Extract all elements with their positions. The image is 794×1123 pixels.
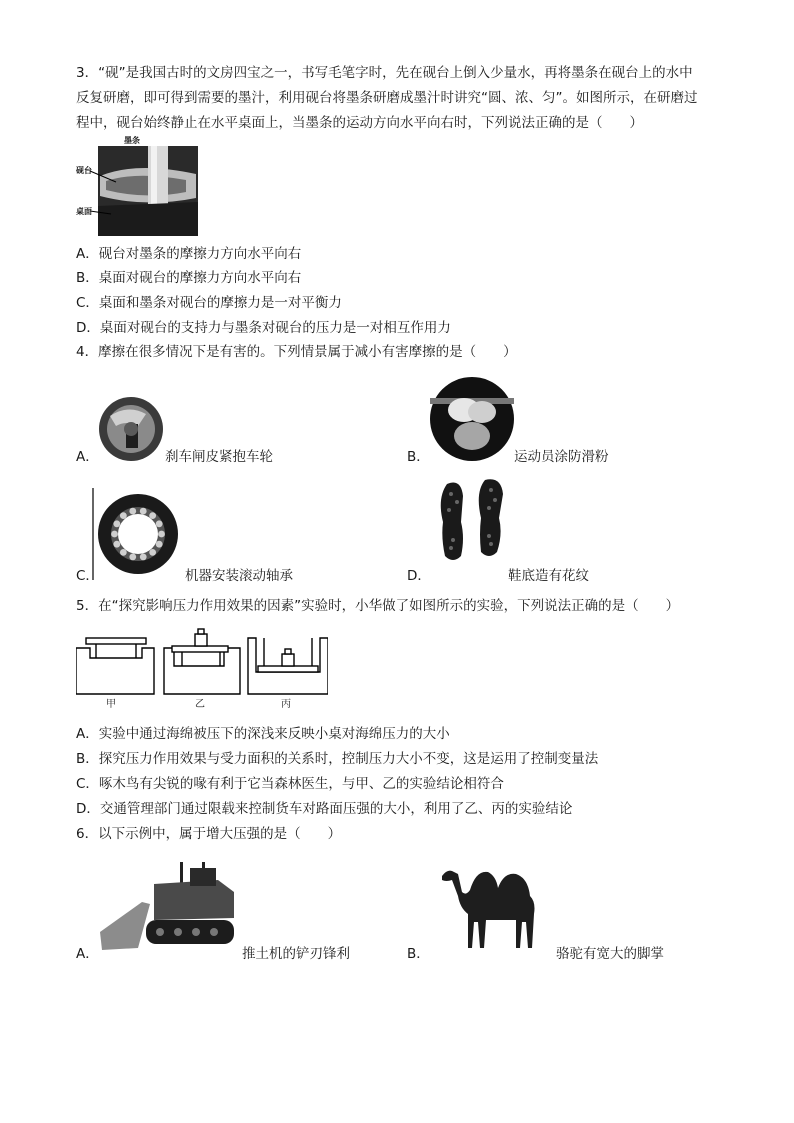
q4-option-d-letter: D． xyxy=(407,568,431,584)
ink-stick-label: 墨条 xyxy=(124,136,140,145)
bearing-ball xyxy=(149,512,156,519)
bearing-ball xyxy=(156,520,163,527)
q5-option-a: A．实验中通过海绵被压下的深浅来反映小桌对海绵压力的大小 xyxy=(76,726,450,742)
ball-bearing-photo xyxy=(92,488,182,584)
q6-stem: 6．以下示例中，属于增大压强的是（ ） xyxy=(76,826,342,842)
q6-option-b-caption: 骆驼有宽大的脚掌 xyxy=(556,946,664,962)
q3-stem-line-3: 程中，砚台始终静止在水平桌面上，当墨条的运动方向水平向右时，下列说法正确的是（ ） xyxy=(76,115,643,131)
panel-label-bing: 丙 xyxy=(281,699,291,710)
q4-stem: 4．摩擦在很多情况下是有害的。下列情景属于减小有害摩擦的是（ ） xyxy=(76,344,517,360)
q6-option-b-letter: B． xyxy=(407,946,430,962)
q5-option-c: C．啄木鸟有尖锐的喙有利于它当森林医生，与甲、乙的实验结论相符合 xyxy=(76,776,504,792)
sponge-experiment-diagram xyxy=(76,624,328,714)
q4-option-b-letter: B． xyxy=(407,449,430,465)
bearing-ball xyxy=(140,554,147,561)
panel-label-yi: 乙 xyxy=(195,699,205,710)
q4-option-a-letter: A． xyxy=(76,449,99,465)
q6-option-a-letter: A． xyxy=(76,946,99,962)
bearing-ball xyxy=(149,549,156,556)
panel-label-jia: 甲 xyxy=(106,699,116,710)
bearing-ball xyxy=(129,554,136,561)
bearing-ball xyxy=(111,531,118,538)
bearing-ball xyxy=(120,512,127,519)
bearing-ball xyxy=(156,541,163,548)
camel-photo xyxy=(438,862,550,958)
chalk-hands-photo xyxy=(430,370,514,472)
q3-option-b: B．桌面对砚台的摩擦力方向水平向右 xyxy=(76,270,302,286)
table-label: 桌面 xyxy=(76,207,92,216)
inkstone-photo xyxy=(76,136,198,236)
bearing-ball xyxy=(158,531,165,538)
q3-option-c: C．桌面和墨条对砚台的摩擦力是一对平衡力 xyxy=(76,295,342,311)
q4-option-b-caption: 运动员涂防滑粉 xyxy=(514,449,609,465)
q3-option-d: D．桌面对砚台的支持力与墨条对砚台的压力是一对相互作用力 xyxy=(76,320,451,336)
q3-option-a: A．砚台对墨条的摩擦力方向水平向右 xyxy=(76,246,302,262)
bearing-ball xyxy=(120,549,127,556)
q4-option-c-letter: C． xyxy=(76,568,99,584)
bulldozer-photo xyxy=(98,858,238,958)
shoe-sole-photo xyxy=(433,478,509,568)
q6-option-a-caption: 推土机的铲刃锋利 xyxy=(242,946,350,962)
bearing-ball xyxy=(113,520,120,527)
q4-option-c-caption: 机器安装滚动轴承 xyxy=(185,568,293,584)
brake-photo xyxy=(98,396,164,466)
q4-option-d-caption: 鞋底造有花纹 xyxy=(508,568,589,584)
q4-option-a-caption: 刹车闸皮紧抱车轮 xyxy=(165,449,273,465)
bearing-ball xyxy=(140,508,147,515)
q3-stem-line-1: 3．“砚”是我国古时的文房四宝之一，书写毛笔字时，先在砚台上倒入少量水，再将墨条在砚台上的水中 xyxy=(76,65,693,81)
q5-option-d: D．交通管理部门通过限载来控制货车对路面压强的大小，利用了乙、丙的实验结论 xyxy=(76,801,573,817)
q3-stem-line-2: 反复研磨，即可得到需要的墨汁，利用砚台将墨条研磨成墨汁时讲究“圆、浓、匀”。如图所示，在研磨过 xyxy=(76,90,698,106)
q5-stem: 5．在“探究影响压力作用效果的因素”实验时，小华做了如图所示的实验，下列说法正确的是（ ） xyxy=(76,598,680,614)
bearing-ball xyxy=(129,508,136,515)
bearing-ball xyxy=(113,541,120,548)
q5-option-b: B．探究压力作用效果与受力面积的关系时，控制压力大小不变，这是运用了控制变量法 xyxy=(76,751,599,767)
inkstone-label: 砚台 xyxy=(76,166,92,175)
